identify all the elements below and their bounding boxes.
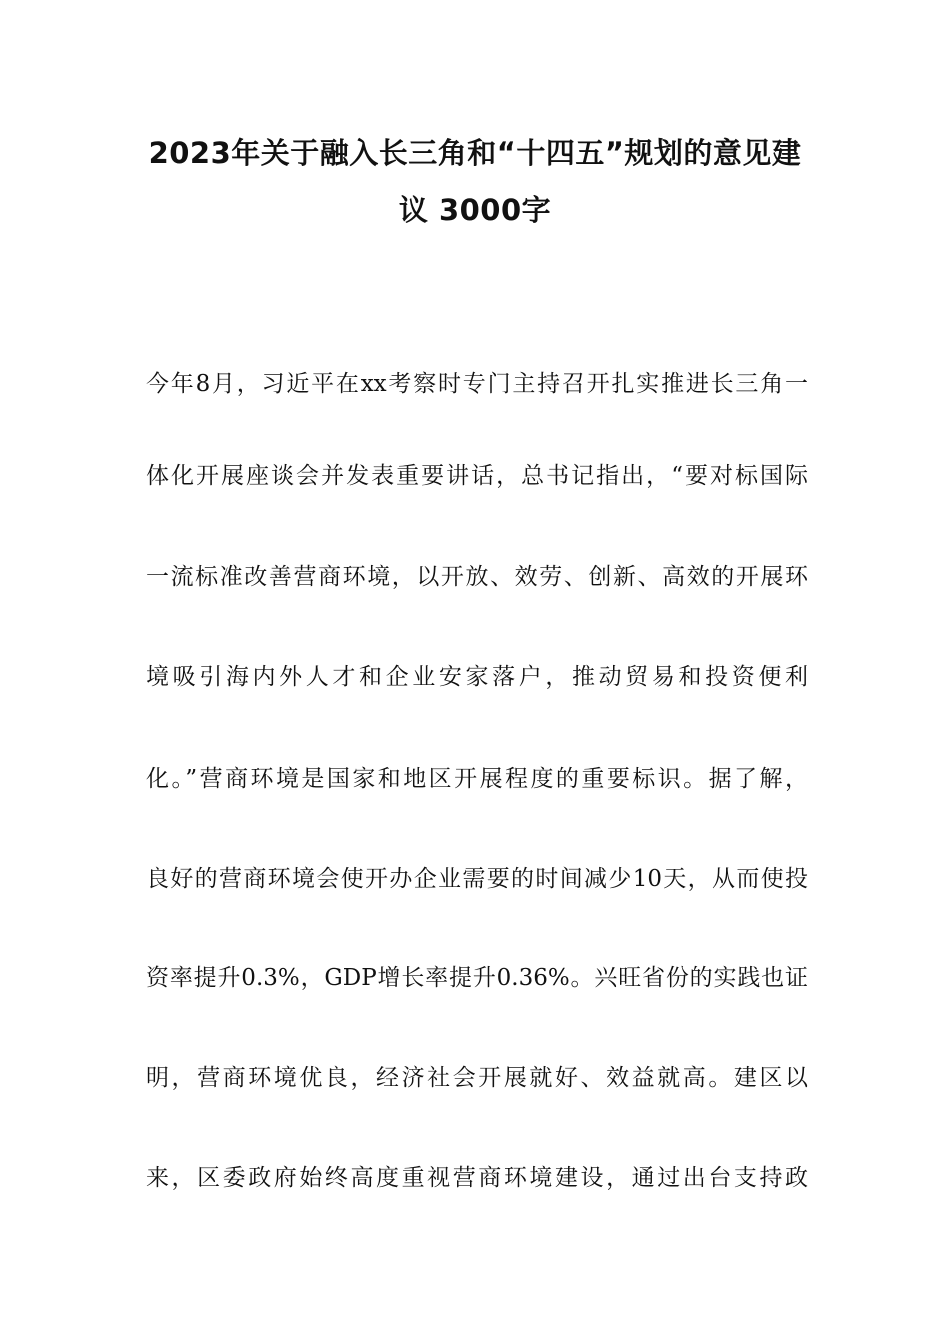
paragraph-line-2: 体化开展座谈会并发表重要讲话，总书记指出，“要对标国际 [146, 463, 808, 489]
paragraph-line-6: 良好的营商环境会使开办企业需要的时间减少10天，从而使投 [146, 866, 808, 892]
paragraph-line-3: 一流标准改善营商环境，以开放、效劳、创新、高效的开展环 [146, 564, 808, 590]
paragraph-line-9: 来，区委政府始终高度重视营商环境建设，通过出台支持政 [146, 1165, 808, 1191]
document-title-line-1: 2023年关于融入长三角和“十四五”规划的意见建 [148, 136, 802, 170]
paragraph-line-8: 明，营商环境优良，经济社会开展就好、效益就高。建区以 [146, 1065, 808, 1091]
paragraph-line-1: 今年8月，习近平在xx考察时专门主持召开扎实推进长三角一 [146, 371, 808, 397]
document-title-line-2: 议 3000字 [398, 193, 552, 227]
paragraph-line-7: 资率提升0.3%，GDP增长率提升0.36%。兴旺省份的实践也证 [146, 965, 808, 991]
paragraph-line-5: 化。”营商环境是国家和地区开展程度的重要标识。据了解， [146, 766, 808, 792]
paragraph-line-4: 境吸引海内外人才和企业安家落户，推动贸易和投资便利 [146, 664, 808, 690]
